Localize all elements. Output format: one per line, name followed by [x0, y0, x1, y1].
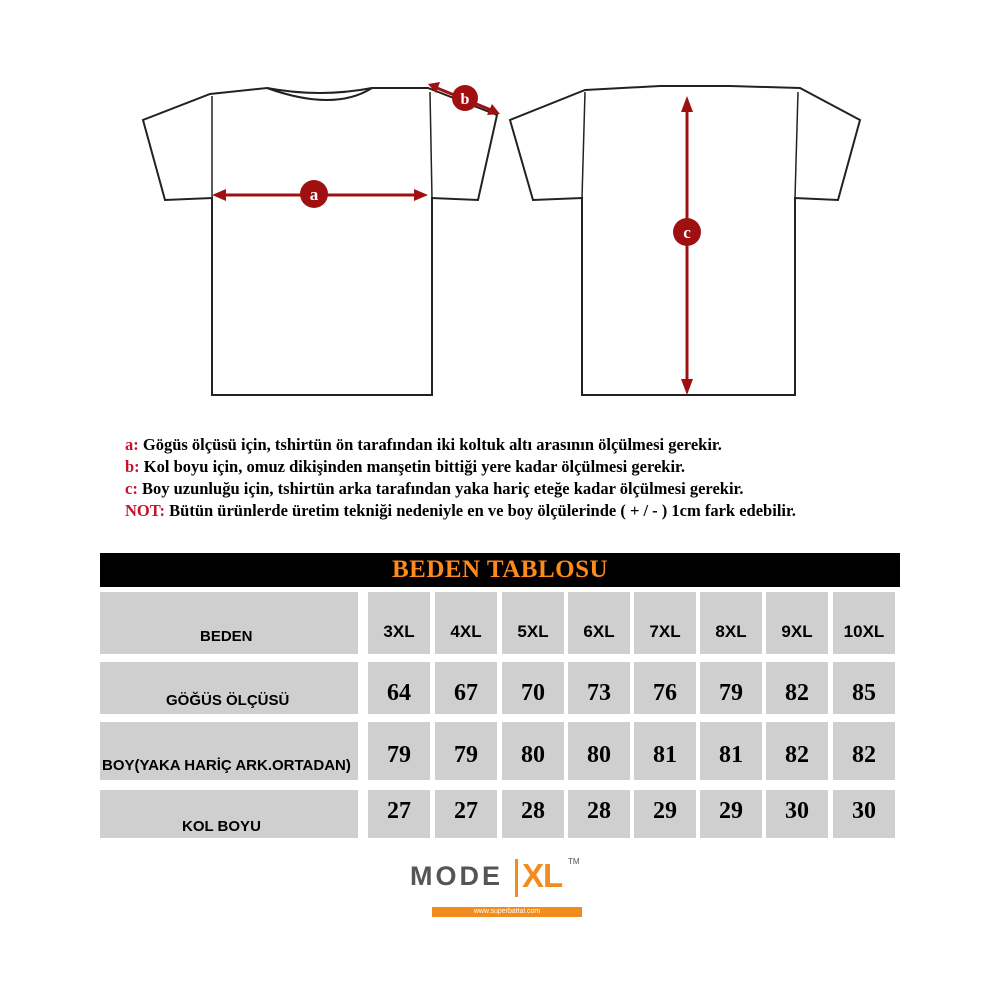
- tshirt-front-armhole-right: [430, 92, 432, 198]
- note-b: [125, 456, 925, 478]
- note-a: [125, 434, 925, 456]
- tshirt-back-armhole-left: [582, 92, 585, 198]
- label-boy: BOY(YAKA HARİÇ ARK.ORTADAN): [102, 757, 351, 774]
- size-value: 30: [785, 798, 809, 824]
- size-value: 29: [719, 798, 743, 824]
- size-table-title: BEDEN TABLOSU: [391, 556, 609, 583]
- size-value: 73: [587, 680, 611, 706]
- size-value: 76: [653, 680, 677, 706]
- note-c: [125, 478, 925, 500]
- size-value: 29: [653, 798, 677, 824]
- measure-c-arrow-top: [681, 96, 693, 112]
- note-b-key: b:: [125, 457, 140, 476]
- size-value: 79: [719, 680, 743, 706]
- note-a-key: a:: [125, 435, 139, 454]
- measurement-notes: [125, 434, 925, 522]
- measure-a-arrow-right: [414, 189, 428, 201]
- size-value: 28: [521, 798, 545, 824]
- size-table-title-bar: [100, 553, 900, 587]
- brand-logo: [410, 855, 590, 920]
- measure-a-arrow-left: [212, 189, 226, 201]
- size-value: 27: [387, 798, 411, 824]
- size-value: 82: [785, 680, 809, 706]
- size-label: 9XL: [781, 622, 813, 641]
- note-c-text: Boy uzunluğu için, tshirtün arka tarafından yaka hariç eteğe kadar ölçülmesi gerekir.: [137, 479, 744, 498]
- tshirt-diagram: [0, 0, 1000, 420]
- tshirt-front-outline: [143, 88, 497, 395]
- note-b-text: Kol boyu için, omuz dikişinden manşetin bittiği yere kadar ölçülmesi gerekir.: [139, 457, 685, 476]
- logo-mode-text: MODE: [410, 861, 503, 891]
- size-value: 85: [852, 680, 876, 706]
- measure-b-label: b: [460, 91, 470, 108]
- size-value: 80: [521, 742, 545, 768]
- size-label: 4XL: [450, 622, 482, 641]
- label-beden: BEDEN: [200, 628, 253, 645]
- size-value: 81: [719, 742, 743, 768]
- size-label: 8XL: [715, 622, 747, 641]
- size-value: 64: [387, 680, 411, 706]
- size-value: 70: [521, 680, 545, 706]
- size-label: 6XL: [583, 622, 615, 641]
- logo-xl-text: XL: [522, 857, 563, 894]
- measure-c-label: c: [683, 223, 691, 242]
- label-gogus: GÖĞÜS ÖLÇÜSÜ: [166, 692, 290, 709]
- size-label: 10XL: [843, 622, 885, 641]
- tshirt-back-armhole-right: [795, 92, 798, 198]
- size-label: 3XL: [383, 622, 415, 641]
- note-not-text: Bütün ürünlerde üretim tekniği nedeniyle en ve boy ölçülerinde ( + / - ) 1cm fark edebilir.: [165, 501, 796, 520]
- size-value: 30: [852, 798, 876, 824]
- size-value: 67: [454, 680, 478, 706]
- note-a-text: Gögüs ölçüsü için, tshirtün ön tarafından iki koltuk altı arasının ölçülmesi gerekir.: [138, 435, 722, 454]
- note-not: [125, 500, 925, 522]
- size-value: 79: [387, 742, 411, 768]
- size-value: 81: [653, 742, 677, 768]
- note-c-key: c:: [125, 479, 138, 498]
- size-value: 27: [454, 798, 478, 824]
- size-label: 5XL: [517, 622, 549, 641]
- measure-c-arrow-bottom: [681, 379, 693, 395]
- size-value: 80: [587, 742, 611, 768]
- size-value: 82: [852, 742, 876, 768]
- logo-separator: [515, 859, 518, 897]
- size-label: 7XL: [649, 622, 681, 641]
- logo-tm-mark: TM: [568, 857, 580, 866]
- size-value: 82: [785, 742, 809, 768]
- note-not-key: NOT:: [125, 501, 166, 520]
- size-value: 79: [454, 742, 478, 768]
- label-kol-boyu: KOL BOYU: [182, 818, 261, 835]
- logo-url: www.superbattal.com: [432, 907, 582, 917]
- measure-a-label: a: [309, 185, 319, 204]
- size-value: 28: [587, 798, 611, 824]
